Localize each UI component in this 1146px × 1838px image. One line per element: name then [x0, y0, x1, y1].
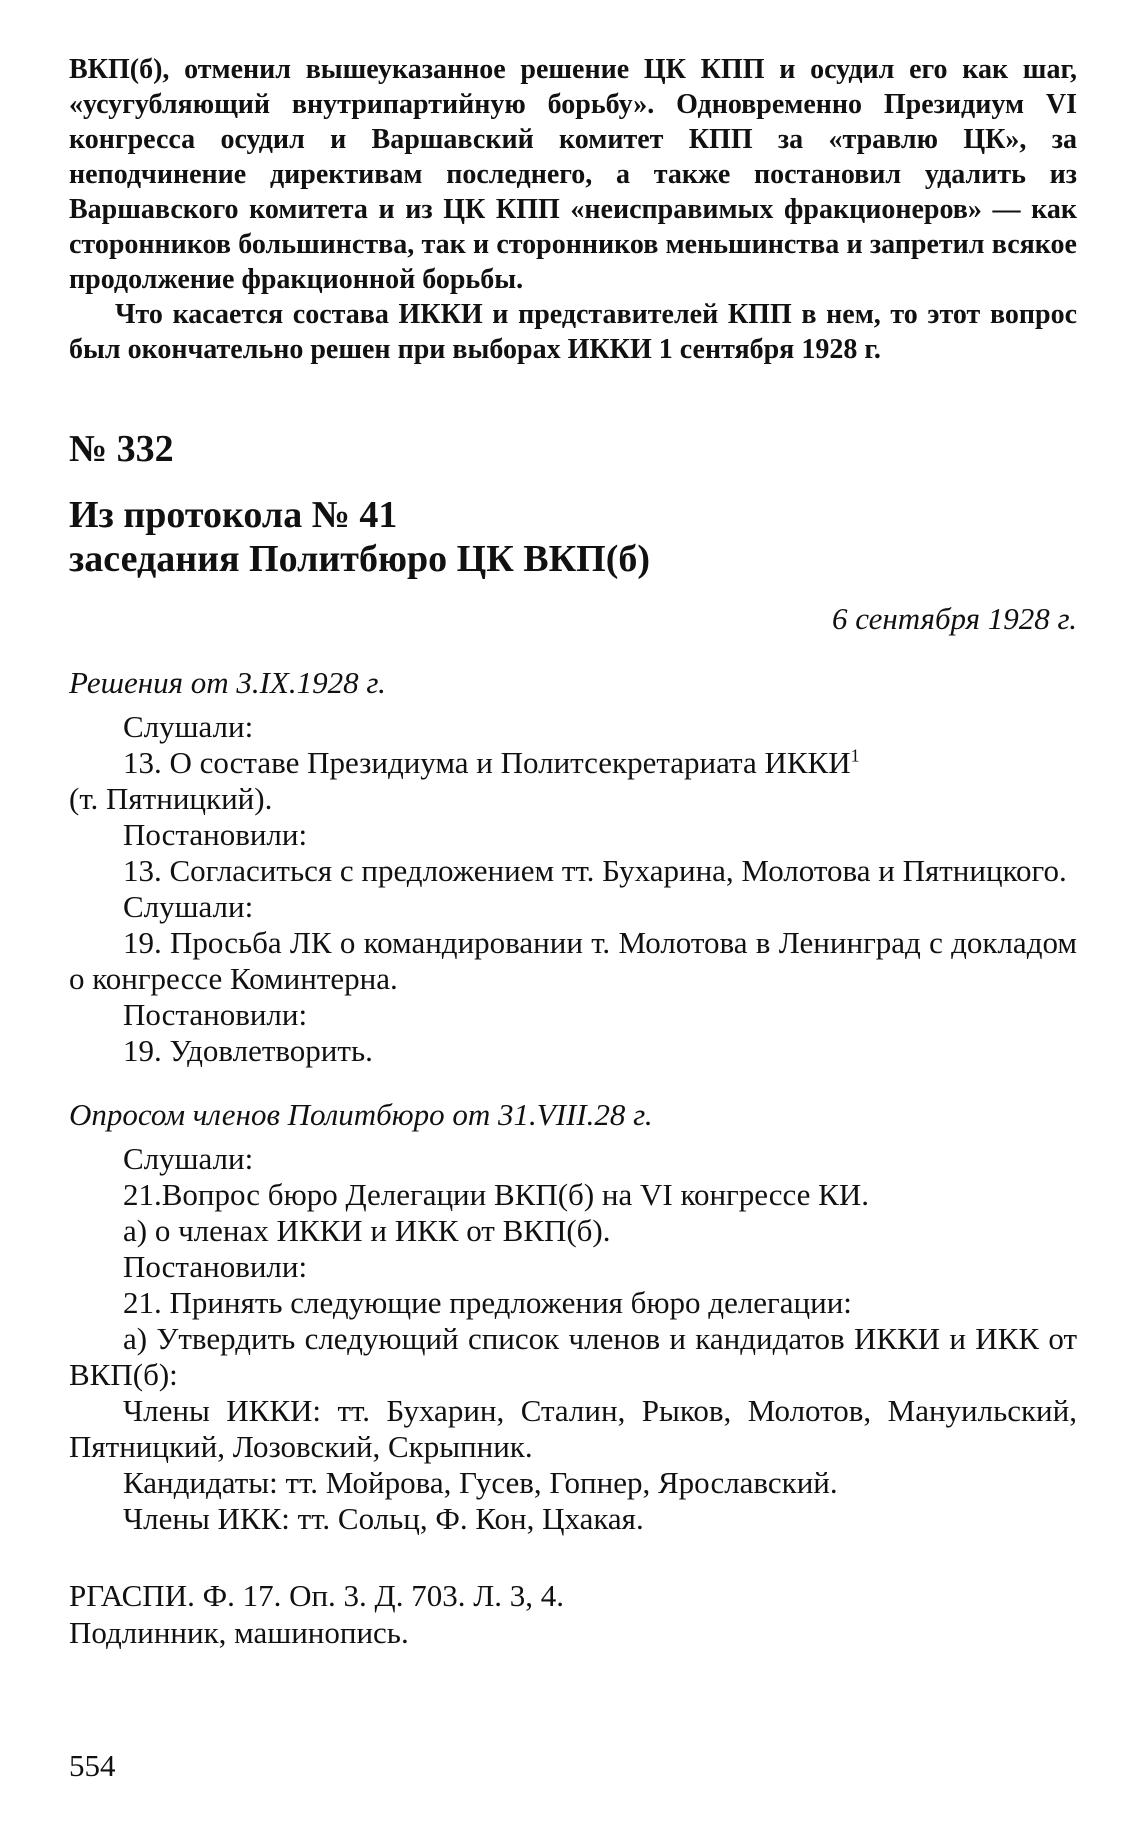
document-title-line: заседания Политбюро ЦК ВКП(б) [69, 538, 651, 580]
protocol-line: 21. Принять следующие предложения бюро делегации: [123, 1285, 852, 1320]
document-number: № 332 [69, 428, 174, 470]
section-body [69, 709, 1077, 1069]
document-title-line: Из протокола № 41 [69, 494, 398, 536]
protocol-line: Постановили: [123, 997, 308, 1032]
protocol-line: Члены ИККИ: тт. Бухарин, Сталин, Рыков, Молотов, Мануильский, Пятницкий, Лозовский, Скрыпник. [69, 1393, 1077, 1464]
section-heading: Опросом членов Политбюро от 31.VIII.28 г. [69, 1097, 653, 1132]
protocol-line: Постановили: [123, 1249, 308, 1284]
protocol-line: 13. Согласиться с предложением тт. Бухарина, Молотова и Пятницкого. [123, 853, 1067, 888]
protocol-line: Постановили: [123, 817, 308, 852]
document-page [69, 52, 1077, 1651]
intro-text [69, 52, 1077, 367]
archive-source [69, 1577, 1077, 1651]
protocol-line: Слушали: [123, 889, 254, 924]
intro-paragraph: ВКП(б), отменил вышеуказанное решение ЦК КПП и осудил его как шаг, «усугубляющий внутрипартийную борьбу». Одновременно Президиум VI конгресса осудил и Варшавский комитет КПП за «травлю ЦК», за неподчинение директивам последнего, а также постановил удалить из Варшавского комитета и из ЦК КПП «неисправимых фракционеров» — как сторонников большинства, так и сторонников меньшинства и запретил всякое продолжение фракционной борьбы. [69, 54, 1077, 295]
source-line: РГАСПИ. Ф. 17. Оп. 3. Д. 703. Л. 3, 4. [69, 1578, 564, 1613]
protocol-line: Слушали: [123, 1141, 254, 1176]
protocol-line: 13. О составе Президиума и Политсекретариата ИККИ$^1$ [123, 745, 860, 780]
protocol-line: Слушали: [123, 709, 254, 744]
footnote-mark: 1 [850, 745, 860, 766]
document-title [69, 493, 1077, 581]
section-heading: Решения от 3.IX.1928 г. [69, 665, 386, 700]
protocol-line: 19. Просьба ЛК о командировании т. Молотова в Ленинград с докладом о конгрессе Коминтерна. [69, 925, 1077, 996]
section-body [69, 1141, 1077, 1537]
protocol-line: а) о членах ИККИ и ИКК от ВКП(б). [123, 1213, 611, 1248]
source-line: Подлинник, машинопись. [69, 1615, 409, 1650]
protocol-line: 19. Удовлетворить. [123, 1033, 373, 1068]
protocol-line: Кандидаты: тт. Мойрова, Гусев, Гопнер, Ярославский. [123, 1465, 838, 1500]
page-number: 554 [69, 1748, 116, 1783]
protocol-line: 21.Вопрос бюро Делегации ВКП(б) на VI конгрессе КИ. [123, 1177, 869, 1212]
protocol-line: Члены ИКК: тт. Сольц, Ф. Кон, Цхакая. [123, 1501, 644, 1536]
document-date: 6 сентября 1928 г. [832, 601, 1077, 636]
intro-paragraph: Что касается состава ИККИ и представителей КПП в нем, то этот вопрос был окончательно решен при выборах ИККИ 1 сентября 1928 г. [69, 299, 1077, 365]
protocol-line: (т. Пятницкий). [69, 781, 273, 816]
protocol-line: а) Утвердить следующий список членов и кандидатов ИККИ и ИКК от ВКП(б): [69, 1321, 1077, 1392]
